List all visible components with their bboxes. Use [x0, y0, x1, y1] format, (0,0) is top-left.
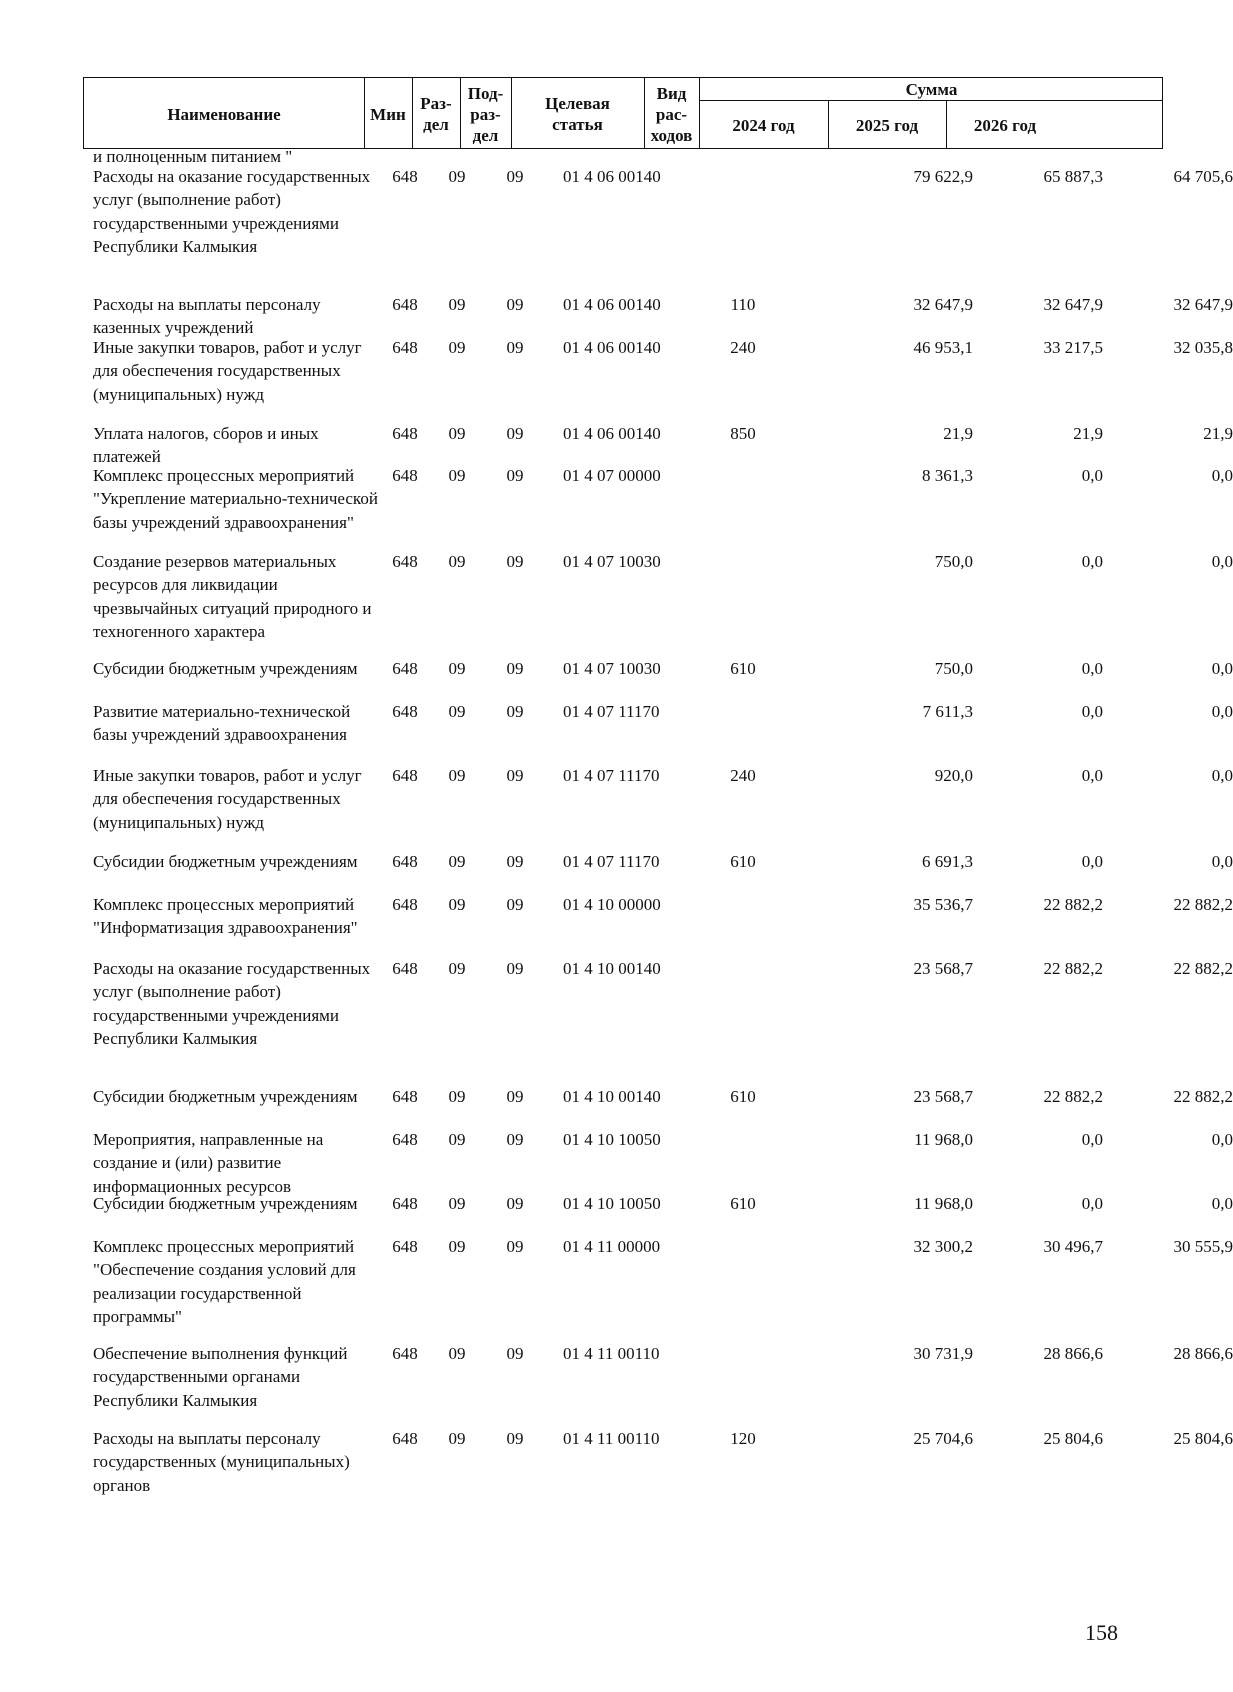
header-vid-rashodov: Вид рас- ходов — [650, 83, 693, 145]
row-vid-rashodov: 610 — [730, 659, 756, 678]
header-2024: 2024 год — [732, 115, 795, 135]
row-summa-2026: 0,0 — [1211, 702, 1233, 721]
row-summa-2026: 0,0 — [1211, 552, 1233, 571]
row-podrazdel: 09 — [506, 167, 524, 186]
row-razdel: 09 — [448, 1087, 466, 1106]
row-celevaya-statya: 01 4 10 00000 — [563, 895, 661, 914]
row-min: 648 — [392, 295, 418, 314]
row-summa-2025: 0,0 — [1081, 852, 1103, 871]
row-summa-2024: 8 361,3 — [922, 466, 973, 485]
row-name: Мероприятия, направленные на создание и (или) развитие информационных ресурсов — [93, 1130, 324, 1196]
row-min: 648 — [392, 1130, 418, 1149]
row-min: 648 — [392, 959, 418, 978]
row-celevaya-statya: 01 4 06 00140 — [563, 295, 661, 314]
row-summa-2024: 25 704,6 — [913, 1429, 973, 1448]
row-razdel: 09 — [448, 338, 466, 357]
row-name: Субсидии бюджетным учреждениям — [93, 659, 358, 678]
row-name: Развитие материально-технической базы учреждений здравоохранения — [93, 702, 351, 745]
row-summa-2025: 0,0 — [1081, 1194, 1103, 1213]
row-summa-2024: 35 536,7 — [913, 895, 973, 914]
header-razdel: Раз- дел — [420, 94, 452, 134]
row-min: 648 — [392, 552, 418, 571]
row-name: Создание резервов материальных ресурсов для ликвидации чрезвычайных ситуаций природного и техногенного характера — [93, 552, 372, 641]
row-summa-2024: 23 568,7 — [913, 1087, 973, 1106]
row-name: Комплекс процессных мероприятий "Укрепление материально-технической базы учреждений здравоохранения" — [93, 466, 378, 532]
row-razdel: 09 — [448, 466, 466, 485]
row-celevaya-statya: 01 4 07 11170 — [563, 766, 660, 785]
row-celevaya-statya: 01 4 07 10030 — [563, 552, 661, 571]
row-name: Уплата налогов, сборов и иных платежей — [93, 424, 319, 467]
row-summa-2025: 0,0 — [1081, 1130, 1103, 1149]
row-name: Иные закупки товаров, работ и услуг для обеспечения государственных (муниципальных) нужд — [93, 338, 362, 404]
row-summa-2026: 32 647,9 — [1173, 295, 1233, 314]
table-header — [83, 77, 1163, 149]
row-razdel: 09 — [448, 852, 466, 871]
row-summa-2025: 0,0 — [1081, 702, 1103, 721]
row-razdel: 09 — [448, 659, 466, 678]
row-min: 648 — [392, 1237, 418, 1256]
row-name: Расходы на оказание государственных услуг (выполнение работ) государственными учреждениями Республики Калмыкия — [93, 959, 371, 1048]
row-summa-2026: 0,0 — [1211, 1194, 1233, 1213]
row-name: Субсидии бюджетным учреждениям — [93, 1087, 358, 1106]
row-razdel: 09 — [448, 766, 466, 785]
row-name: Комплекс процессных мероприятий "Информатизация здравоохранения" — [93, 895, 358, 938]
row-min: 648 — [392, 1194, 418, 1213]
row-summa-2024: 79 622,9 — [913, 167, 973, 186]
row-celevaya-statya: 01 4 10 00140 — [563, 959, 661, 978]
row-celevaya-statya: 01 4 10 00140 — [563, 1087, 661, 1106]
row-podrazdel: 09 — [506, 852, 524, 871]
row-vid-rashodov: 120 — [730, 1429, 756, 1448]
row-name: Субсидии бюджетным учреждениям — [93, 1194, 358, 1213]
row-summa-2025: 21,9 — [1073, 424, 1103, 443]
row-celevaya-statya: 01 4 06 00140 — [563, 167, 661, 186]
row-summa-2024: 6 691,3 — [922, 852, 973, 871]
row-summa-2025: 0,0 — [1081, 552, 1103, 571]
row-razdel: 09 — [448, 1130, 466, 1149]
row-celevaya-statya: 01 4 07 00000 — [563, 466, 661, 485]
page-number: 158 — [1085, 1620, 1118, 1645]
row-razdel: 09 — [448, 424, 466, 443]
row-summa-2025: 0,0 — [1081, 659, 1103, 678]
row-min: 648 — [392, 338, 418, 357]
row-razdel: 09 — [448, 1429, 466, 1448]
row-razdel: 09 — [448, 167, 466, 186]
row-podrazdel: 09 — [506, 959, 524, 978]
row-podrazdel: 09 — [506, 766, 524, 785]
row-summa-2026: 32 035,8 — [1173, 338, 1233, 357]
row-min: 648 — [392, 1087, 418, 1106]
row-summa-2026: 25 804,6 — [1173, 1429, 1233, 1448]
row-min: 648 — [392, 167, 418, 186]
row-summa-2025: 65 887,3 — [1043, 167, 1103, 186]
row-min: 648 — [392, 1429, 418, 1448]
row-name: Обеспечение выполнения функций государственными органами Республики Калмыкия — [93, 1344, 348, 1410]
row-name: Субсидии бюджетным учреждениям — [93, 852, 358, 871]
header-min: Мин — [370, 104, 406, 124]
row-vid-rashodov: 610 — [730, 1194, 756, 1213]
row-podrazdel: 09 — [506, 1194, 524, 1213]
row-podrazdel: 09 — [506, 1429, 524, 1448]
row-summa-2026: 0,0 — [1211, 466, 1233, 485]
row-razdel: 09 — [448, 552, 466, 571]
row-podrazdel: 09 — [506, 1237, 524, 1256]
header-celevaya-statya: Целевая статья — [545, 94, 610, 134]
row-razdel: 09 — [448, 1237, 466, 1256]
row-summa-2025: 28 866,6 — [1043, 1344, 1103, 1363]
row-celevaya-statya: 01 4 11 00110 — [563, 1429, 660, 1448]
row-summa-2025: 30 496,7 — [1043, 1237, 1103, 1256]
row-summa-2024: 21,9 — [943, 424, 973, 443]
row-podrazdel: 09 — [506, 424, 524, 443]
row-vid-rashodov: 610 — [730, 852, 756, 871]
row-summa-2025: 25 804,6 — [1043, 1429, 1103, 1448]
row-summa-2025: 22 882,2 — [1043, 959, 1103, 978]
row-podrazdel: 09 — [506, 895, 524, 914]
header-2025: 2025 год — [855, 115, 919, 135]
row-summa-2025: 33 217,5 — [1043, 338, 1103, 357]
header-summa: Сумма — [905, 79, 958, 99]
row-razdel: 09 — [448, 295, 466, 314]
header-podrazdel: Под- раз- дел — [467, 83, 504, 145]
row-summa-2025: 0,0 — [1081, 766, 1103, 785]
row-celevaya-statya: 01 4 10 10050 — [563, 1194, 661, 1213]
row-name: Расходы на оказание государственных услуг (выполнение работ) государственными учреждениями Республики Калмыкия — [93, 167, 371, 256]
row-vid-rashodov: 610 — [730, 1087, 756, 1106]
row-summa-2026: 21,9 — [1203, 424, 1233, 443]
row-min: 648 — [392, 766, 418, 785]
row-celevaya-statya: 01 4 07 11170 — [563, 702, 660, 721]
row-podrazdel: 09 — [506, 702, 524, 721]
row-min: 648 — [392, 895, 418, 914]
row-summa-2026: 22 882,2 — [1173, 1087, 1233, 1106]
row-razdel: 09 — [448, 959, 466, 978]
row-summa-2026: 0,0 — [1211, 659, 1233, 678]
row-celevaya-statya: 01 4 10 10050 — [563, 1130, 661, 1149]
row-summa-2026: 0,0 — [1211, 766, 1233, 785]
row-podrazdel: 09 — [506, 338, 524, 357]
row-vid-rashodov: 240 — [730, 338, 756, 357]
row-summa-2026: 28 866,6 — [1173, 1344, 1233, 1363]
row-vid-rashodov: 240 — [730, 766, 756, 785]
row-celevaya-statya: 01 4 11 00110 — [563, 1344, 660, 1363]
row-vid-rashodov: 110 — [730, 295, 756, 314]
row-podrazdel: 09 — [506, 295, 524, 314]
row-summa-2024: 30 731,9 — [913, 1344, 973, 1363]
row-vid-rashodov: 850 — [730, 424, 756, 443]
row-razdel: 09 — [448, 1194, 466, 1213]
row-min: 648 — [392, 852, 418, 871]
row-summa-2024: 23 568,7 — [913, 959, 973, 978]
row-celevaya-statya: 01 4 07 10030 — [563, 659, 661, 678]
row-summa-2024: 750,0 — [934, 552, 973, 571]
row-summa-2024: 32 300,2 — [913, 1237, 973, 1256]
row-min: 648 — [392, 1344, 418, 1363]
row-summa-2026: 0,0 — [1211, 852, 1233, 871]
row-summa-2024: 920,0 — [934, 766, 973, 785]
row-summa-2025: 22 882,2 — [1043, 1087, 1103, 1106]
row-razdel: 09 — [448, 1344, 466, 1363]
row-min: 648 — [392, 466, 418, 485]
row-summa-2024: 11 968,0 — [914, 1194, 973, 1213]
row-celevaya-statya: 01 4 06 00140 — [563, 338, 661, 357]
row-celevaya-statya: 01 4 11 00000 — [563, 1237, 661, 1256]
row-razdel: 09 — [448, 895, 466, 914]
row-razdel: 09 — [448, 702, 466, 721]
row-podrazdel: 09 — [506, 1344, 524, 1363]
row-podrazdel: 09 — [506, 552, 524, 571]
row-min: 648 — [392, 424, 418, 443]
row-name: Расходы на выплаты персоналу государственных (муниципальных) органов — [93, 1429, 350, 1495]
row-summa-2024: 750,0 — [934, 659, 973, 678]
row-summa-2025: 0,0 — [1081, 466, 1103, 485]
row-summa-2026: 30 555,9 — [1173, 1237, 1233, 1256]
row-summa-2026: 0,0 — [1211, 1130, 1233, 1149]
row-summa-2025: 22 882,2 — [1043, 895, 1103, 914]
header-name: Наименование — [167, 104, 281, 124]
row-podrazdel: 09 — [506, 466, 524, 485]
row-summa-2024: 7 611,3 — [922, 702, 973, 721]
row-summa-2026: 64 705,6 — [1173, 167, 1233, 186]
row-name: Иные закупки товаров, работ и услуг для обеспечения государственных (муниципальных) нужд — [93, 766, 362, 832]
row-celevaya-statya: 01 4 07 11170 — [563, 852, 660, 871]
continuation-text: и полноценным питанием " — [93, 147, 293, 166]
row-name: Расходы на выплаты персоналу казенных учреждений — [93, 295, 321, 338]
row-podrazdel: 09 — [506, 1130, 524, 1149]
row-summa-2026: 22 882,2 — [1173, 895, 1233, 914]
row-summa-2024: 46 953,1 — [913, 338, 973, 357]
row-summa-2026: 22 882,2 — [1173, 959, 1233, 978]
row-name: Комплекс процессных мероприятий "Обеспечение создания условий для реализации государственной программы" — [93, 1237, 356, 1326]
row-summa-2024: 11 968,0 — [914, 1130, 973, 1149]
row-podrazdel: 09 — [506, 1087, 524, 1106]
row-celevaya-statya: 01 4 06 00140 — [563, 424, 661, 443]
row-min: 648 — [392, 659, 418, 678]
row-summa-2024: 32 647,9 — [913, 295, 973, 314]
row-min: 648 — [392, 702, 418, 721]
row-summa-2025: 32 647,9 — [1043, 295, 1103, 314]
row-podrazdel: 09 — [506, 659, 524, 678]
header-2026: 2026 год — [973, 115, 1037, 135]
